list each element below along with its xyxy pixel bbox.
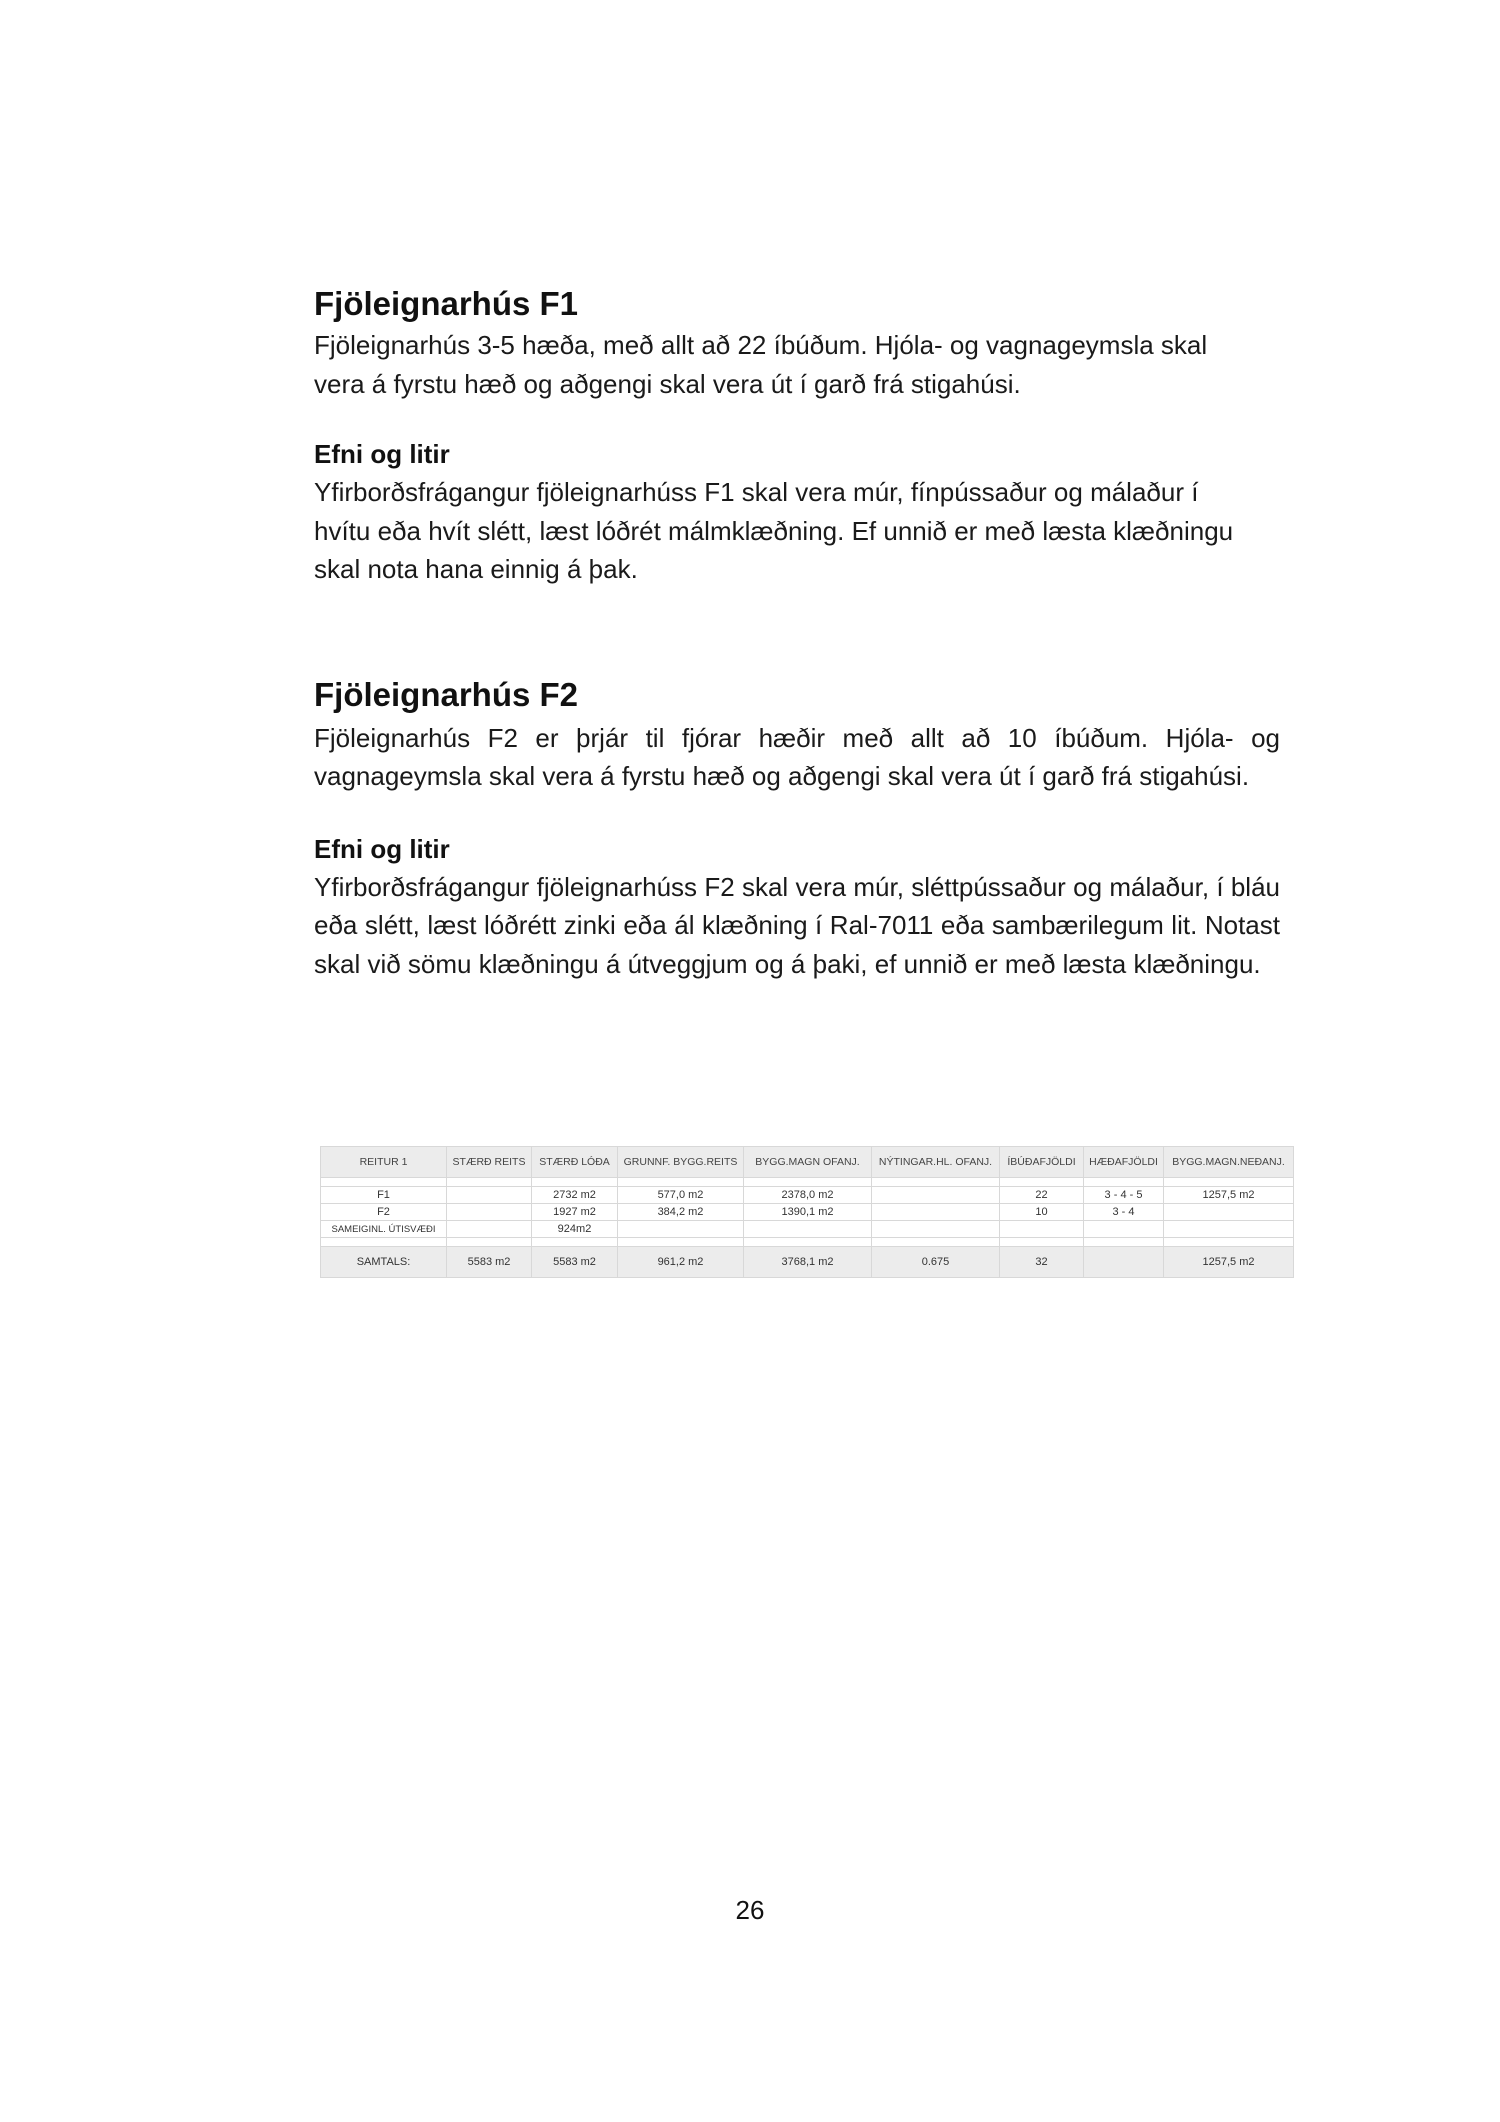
- table-cell: 2378,0 m2: [744, 1187, 872, 1204]
- table-cell: [447, 1204, 532, 1221]
- total-cell: 3768,1 m2: [744, 1247, 872, 1278]
- table-total-row: [321, 1247, 1294, 1278]
- table-cell: [1164, 1204, 1294, 1221]
- total-cell: SAMTALS:: [321, 1247, 447, 1278]
- total-cell: 0.675: [872, 1247, 1000, 1278]
- table-cell: 22: [1000, 1187, 1084, 1204]
- total-cell: 961,2 m2: [618, 1247, 744, 1278]
- subsection-heading: Efni og litir: [314, 833, 450, 864]
- table-cell: 2732 m2: [532, 1187, 618, 1204]
- table-cell: [872, 1187, 1000, 1204]
- section-paragraph: [314, 326, 1280, 403]
- column-header: GRUNNF. BYGG.REITS: [618, 1147, 744, 1178]
- column-header: HÆÐAFJÖLDI: [1084, 1147, 1164, 1178]
- table-cell: [618, 1221, 744, 1238]
- table-cell: SAMEIGINL. ÚTISVÆÐI: [321, 1221, 447, 1238]
- paragraph-line: Fjöleignarhús 3-5 hæða, með allt að 22 íbúðum. Hjóla- og vagnageymsla skal: [314, 330, 1208, 360]
- table-spacer-row: [321, 1178, 1294, 1187]
- table-cell: 924m2: [532, 1221, 618, 1238]
- table-cell: 3 - 4: [1084, 1204, 1164, 1221]
- subsection-heading: Efni og litir: [314, 439, 450, 469]
- total-cell: 32: [1000, 1247, 1084, 1278]
- table-cell: [1000, 1221, 1084, 1238]
- column-header: ÍBÚÐAFJÖLDI: [1000, 1147, 1084, 1178]
- subsection-paragraph: Yfirborðsfrágangur fjöleignarhúss F2 skal vera múr, sléttpússaður og málaður, í bláu eða slétt, læst lóðrétt zinki eða ál klæðning í Ral-7011 eða sambærilegum lit. Notast skal við sömu klæðningu á útveggjum og á þaki, ef unnið er með læsta klæðningu.: [314, 871, 1280, 979]
- column-header: REITUR 1: [321, 1147, 447, 1178]
- column-header: BYGG.MAGN.NEÐANJ.: [1164, 1147, 1294, 1178]
- table-cell: [447, 1187, 532, 1204]
- table-cell: [872, 1221, 1000, 1238]
- section-heading: Fjöleignarhús F1: [314, 285, 579, 322]
- paragraph-line: skal nota hana einnig á þak.: [314, 554, 638, 584]
- table-cell: 1257,5 m2: [1164, 1187, 1294, 1204]
- table-row: [321, 1187, 1294, 1204]
- paragraph-line: hvítu eða hvít slétt, læst lóðrét málmklæðning. Ef unnið er með læsta klæðningu: [314, 515, 1234, 546]
- table-cell: [1084, 1221, 1164, 1238]
- table-cell: 577,0 m2: [618, 1187, 744, 1204]
- total-cell: 5583 m2: [532, 1247, 618, 1278]
- table-cell: 1390,1 m2: [744, 1204, 872, 1221]
- total-cell: [1084, 1247, 1164, 1278]
- total-cell: 1257,5 m2: [1164, 1247, 1294, 1278]
- table-cell: 1927 m2: [532, 1204, 618, 1221]
- table-cell: F2: [321, 1204, 447, 1221]
- column-header: STÆRÐ REITS: [447, 1147, 532, 1178]
- table-cell: F1: [321, 1187, 447, 1204]
- column-header: BYGG.MAGN OFANJ.: [744, 1147, 872, 1178]
- document-body: [314, 284, 1280, 983]
- table-row: [321, 1204, 1294, 1221]
- section-f2: [314, 675, 1280, 984]
- table-cell: [1164, 1221, 1294, 1238]
- table-cell: [447, 1221, 532, 1238]
- section-paragraph: Fjöleignarhús F2 er þrjár til fjórar hæðir með allt að 10 íbúðum. Hjóla- og vagnageymsla skal vera á fyrstu hæð og aðgengi skal vera út í garð frá stigahúsi.: [314, 722, 1280, 791]
- subsection-paragraph: [314, 473, 1280, 589]
- table-cell: 3 - 4 - 5: [1084, 1187, 1164, 1204]
- table-cell: 384,2 m2: [618, 1204, 744, 1221]
- table-header-row: [321, 1147, 1294, 1178]
- section-f1: [314, 284, 1280, 589]
- column-header: STÆRÐ LÓÐA: [532, 1147, 618, 1178]
- table-cell: 10: [1000, 1204, 1084, 1221]
- section-heading: Fjöleignarhús F2: [314, 675, 579, 713]
- paragraph-line: vera á fyrstu hæð og aðgengi skal vera út í garð frá stigahúsi.: [314, 368, 1021, 399]
- total-cell: 5583 m2: [447, 1247, 532, 1278]
- table-cell: [744, 1221, 872, 1238]
- table-row: [321, 1221, 1294, 1238]
- table-spacer-row: [321, 1238, 1294, 1247]
- page-number: 26: [735, 1895, 765, 1925]
- building-data-table: [320, 1146, 1293, 1278]
- column-header: NÝTINGAR.HL. OFANJ.: [872, 1147, 1000, 1178]
- table-cell: [872, 1204, 1000, 1221]
- paragraph-line: Yfirborðsfrágangur fjöleignarhúss F1 skal vera múr, fínpússaður og málaður í: [314, 477, 1199, 507]
